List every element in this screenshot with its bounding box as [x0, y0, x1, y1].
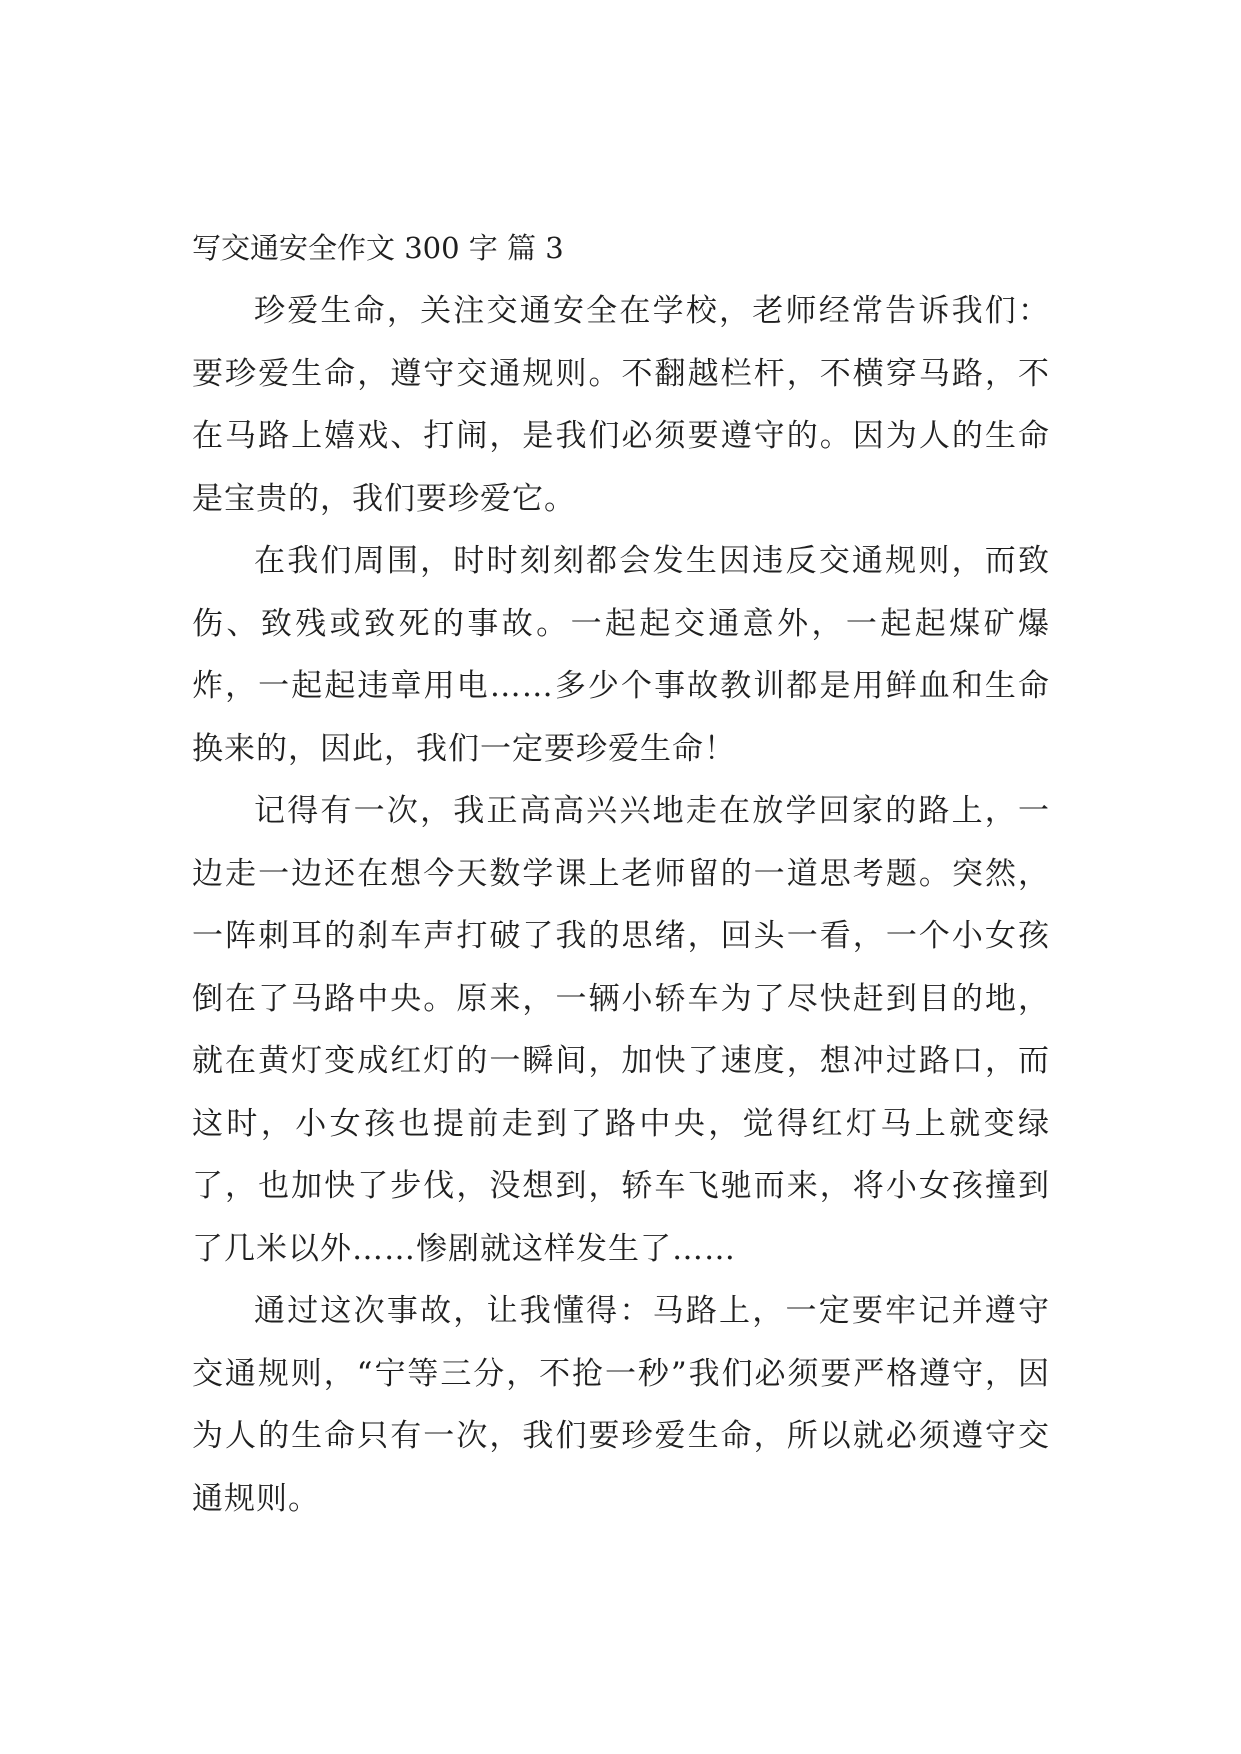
essay-title: 写交通安全作文 300 字 篇 3	[192, 231, 564, 265]
paragraph-2: 在我们周围，时时刻刻都会发生因违反交通规则，而致伤、致残或致死的事故。一起起交通意外，一起起煤矿爆炸，一起起违章用电……多少个事故教训都是用鲜血和生命换来的，因此，我们一定要珍爱生命！	[192, 543, 1050, 767]
paragraph-1: 珍爱生命，关注交通安全在学校，老师经常告诉我们：要珍爱生命，遵守交通规则。不翻越栏杆，不横穿马路，不在马路上嬉戏、打闹，是我们必须要遵守的。因为人的生命是宝贵的，我们要珍爱它。	[192, 293, 1050, 517]
document-body	[192, 228, 1050, 1530]
paragraph-4: 通过这次事故，让我懂得：马路上，一定要牢记并遵守交通规则，“宁等三分，不抢一秒”我们必须要严格遵守，因为人的生命只有一次，我们要珍爱生命，所以就必须遵守交通规则。	[192, 1293, 1050, 1517]
paragraph-3: 记得有一次，我正高高兴兴地走在放学回家的路上，一边走一边还在想今天数学课上老师留的一道思考题。突然，一阵刺耳的刹车声打破了我的思绪，回头一看，一个小女孩倒在了马路中央。原来，一辆小轿车为了尽快赶到目的地，就在黄灯变成红灯的一瞬间，加快了速度，想冲过路口，而这时，小女孩也提前走到了路中央，觉得红灯马上就变绿了，也加快了步伐，没想到，轿车飞驰而来，将小女孩撞到了几米以外……惨剧就这样发生了……	[192, 793, 1050, 1267]
